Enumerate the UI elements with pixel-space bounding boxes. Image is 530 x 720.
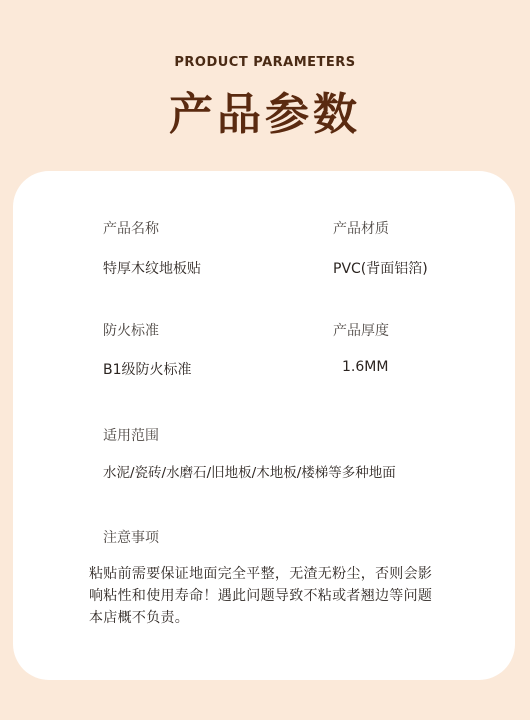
thickness-label: 产品厚度 [333, 323, 389, 339]
thickness-value: 1.6MM [342, 359, 389, 375]
header-en-title: PRODUCT PARAMETERS [174, 55, 356, 70]
page-title: 产品参数 [169, 89, 361, 140]
material-value: PVC(背面铝箔) [333, 261, 428, 277]
notice-value: 粘贴前需要保证地面完全平整，无渣无粉尘，否则会影响粘性和使用寿命！遇此问题导致不粘或者翘边等问题本店概不负责。 [89, 566, 433, 626]
product-name-value: 特厚木纹地板贴 [103, 261, 201, 277]
scope-value: 水泥/瓷砖/水磨石/旧地板/木地板/楼梯等多种地面 [103, 465, 396, 481]
product-name-label: 产品名称 [103, 221, 159, 237]
fire-standard-label: 防火标准 [103, 323, 159, 339]
scope-label: 适用范围 [103, 428, 159, 444]
fire-standard-value: B1级防火标准 [103, 362, 192, 378]
material-label: 产品材质 [333, 221, 389, 237]
notice-label: 注意事项 [103, 530, 159, 546]
